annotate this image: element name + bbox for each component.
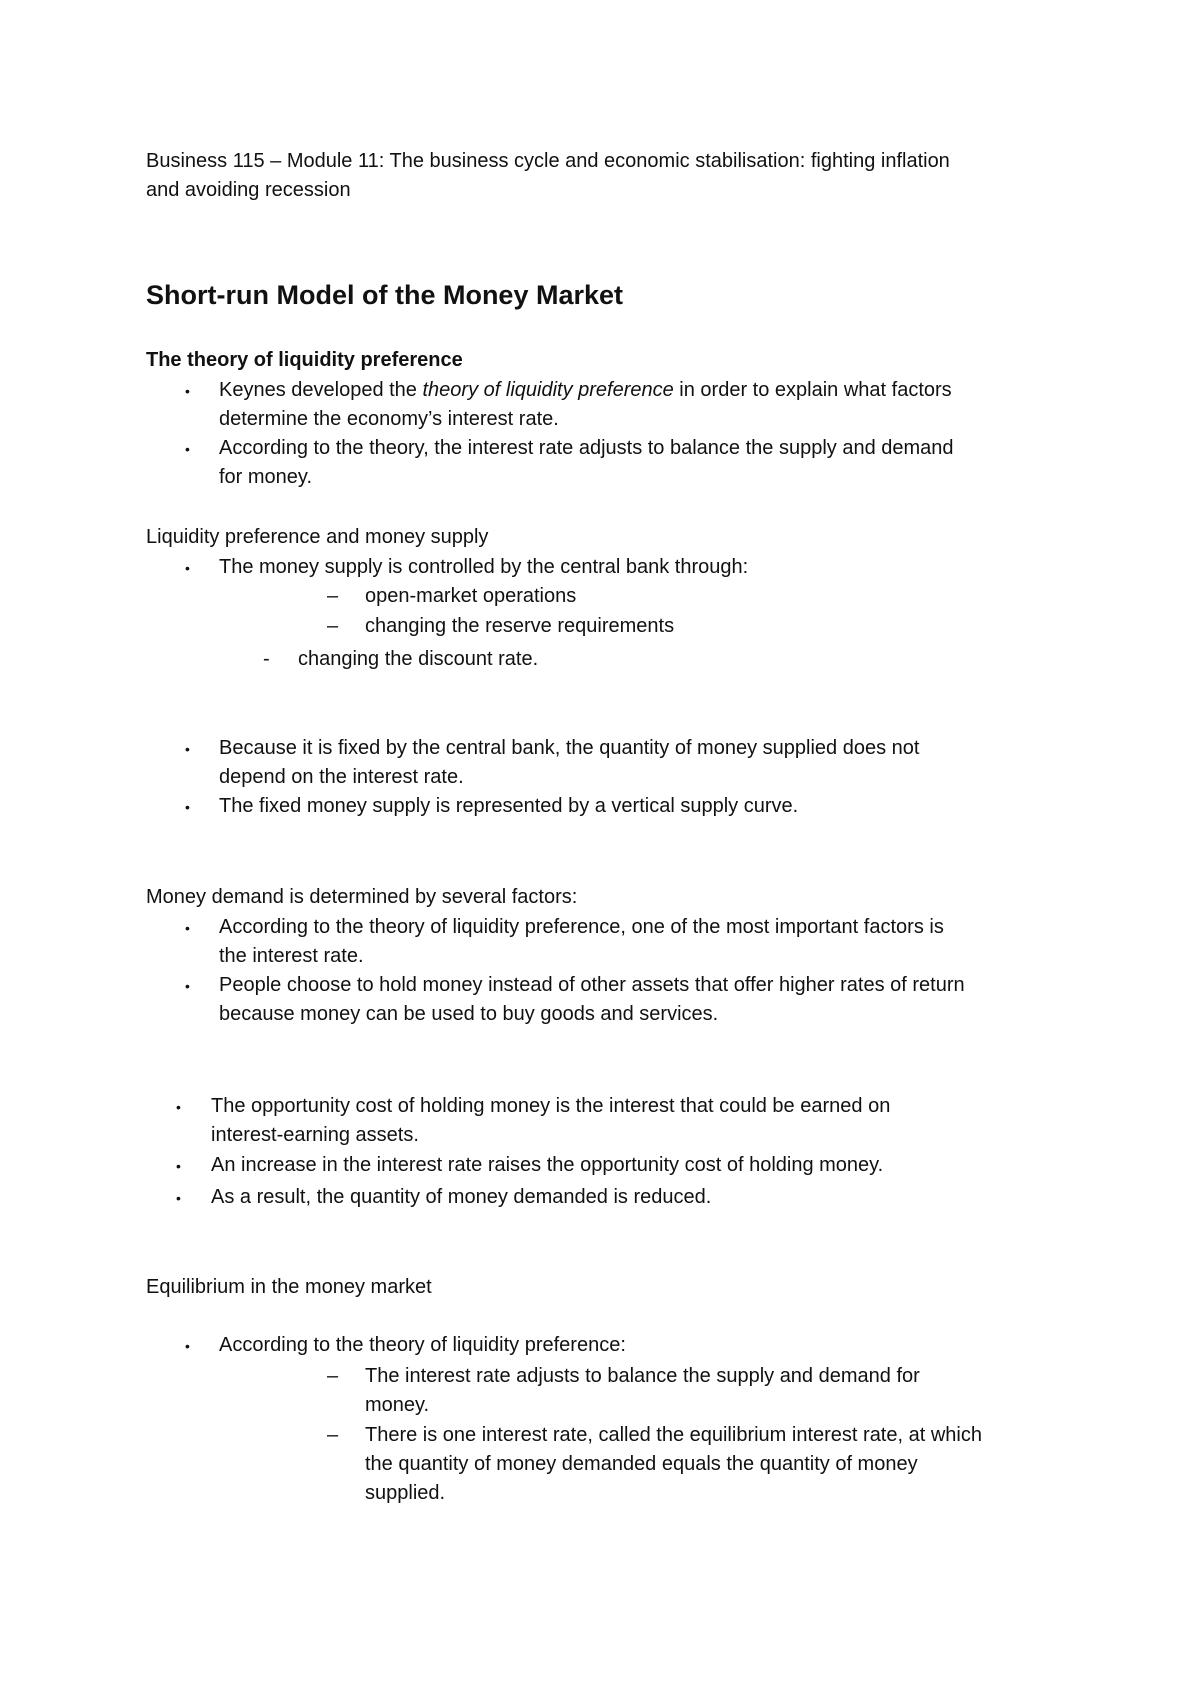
bullet-text-continued: because money can be used to buy goods and services. — [219, 1003, 719, 1025]
bullet-text: As a result, the quantity of money demanded is reduced. — [211, 1186, 712, 1208]
course-title-line1: Business 115 – Module 11: The business cycle and economic stabilisation: fighting inflation — [146, 150, 950, 172]
dash-marker: – — [327, 1365, 339, 1387]
bullet-marker: • — [185, 1338, 190, 1354]
bullet-text-continued: the interest rate. — [219, 945, 364, 967]
dash-marker: – — [327, 615, 339, 637]
course-title-line2: and avoiding recession — [146, 179, 351, 201]
bullet-marker: • — [185, 799, 190, 815]
sub-item-text: open-market operations — [365, 585, 577, 607]
section-subheading-money-demand: Money demand is determined by several factors: — [146, 886, 578, 908]
sub-item-text: There is one interest rate, called the equilibrium interest rate, at which — [365, 1424, 982, 1446]
bullet-text-continued: depend on the interest rate. — [219, 766, 464, 788]
sub-item-text-continued: supplied. — [365, 1482, 446, 1504]
bullet-marker: • — [176, 1099, 181, 1115]
bullet-text: People choose to hold money instead of other assets that offer higher rates of return — [219, 974, 965, 996]
hyphen-marker: - — [263, 648, 270, 670]
sub-item-text: The interest rate adjusts to balance the supply and demand for — [365, 1365, 920, 1387]
section-subheading-money-supply: Liquidity preference and money supply — [146, 526, 489, 548]
bullet-text: The opportunity cost of holding money is the interest that could be earned on — [211, 1095, 891, 1117]
bullet-marker: • — [185, 920, 190, 936]
bullet-text: Because it is fixed by the central bank, the quantity of money supplied does not — [219, 737, 920, 759]
bullet-text: Keynes developed the theory of liquidity preference in order to explain what factors — [219, 379, 952, 401]
bullet-text: According to the theory of liquidity preference: — [219, 1334, 626, 1356]
bullet-text-continued: interest-earning assets. — [211, 1124, 419, 1146]
bullet-text: The money supply is controlled by the central bank through: — [219, 556, 749, 578]
section-subheading-liquidity-theory: The theory of liquidity preference — [146, 349, 463, 371]
sub-item-text: changing the reserve requirements — [365, 615, 675, 637]
dash-marker: – — [327, 1424, 339, 1446]
sub-item-text-continued: the quantity of money demanded equals the quantity of money — [365, 1453, 918, 1475]
bullet-marker: • — [185, 383, 190, 399]
sub-item-text-continued: money. — [365, 1394, 430, 1416]
bullet-text: The fixed money supply is represented by a vertical supply curve. — [219, 795, 799, 817]
bullet-text: According to the theory of liquidity preference, one of the most important factors is — [219, 916, 944, 938]
bullet-text-continued: for money. — [219, 466, 312, 488]
bullet-marker: • — [185, 560, 190, 576]
sub-item-text: changing the discount rate. — [298, 648, 539, 670]
dash-marker: – — [327, 585, 339, 607]
bullet-marker: • — [185, 441, 190, 457]
bullet-text: According to the theory, the interest rate adjusts to balance the supply and demand — [219, 437, 954, 459]
bullet-marker: • — [176, 1158, 181, 1174]
bullet-text: An increase in the interest rate raises the opportunity cost of holding money. — [211, 1154, 884, 1176]
section-subheading-equilibrium: Equilibrium in the money market — [146, 1276, 432, 1298]
bullet-marker: • — [176, 1190, 181, 1206]
bullet-text-continued: determine the economy’s interest rate. — [219, 408, 559, 430]
bullet-marker: • — [185, 978, 190, 994]
page-heading: Short-run Model of the Money Market — [146, 280, 624, 310]
bullet-marker: • — [185, 741, 190, 757]
